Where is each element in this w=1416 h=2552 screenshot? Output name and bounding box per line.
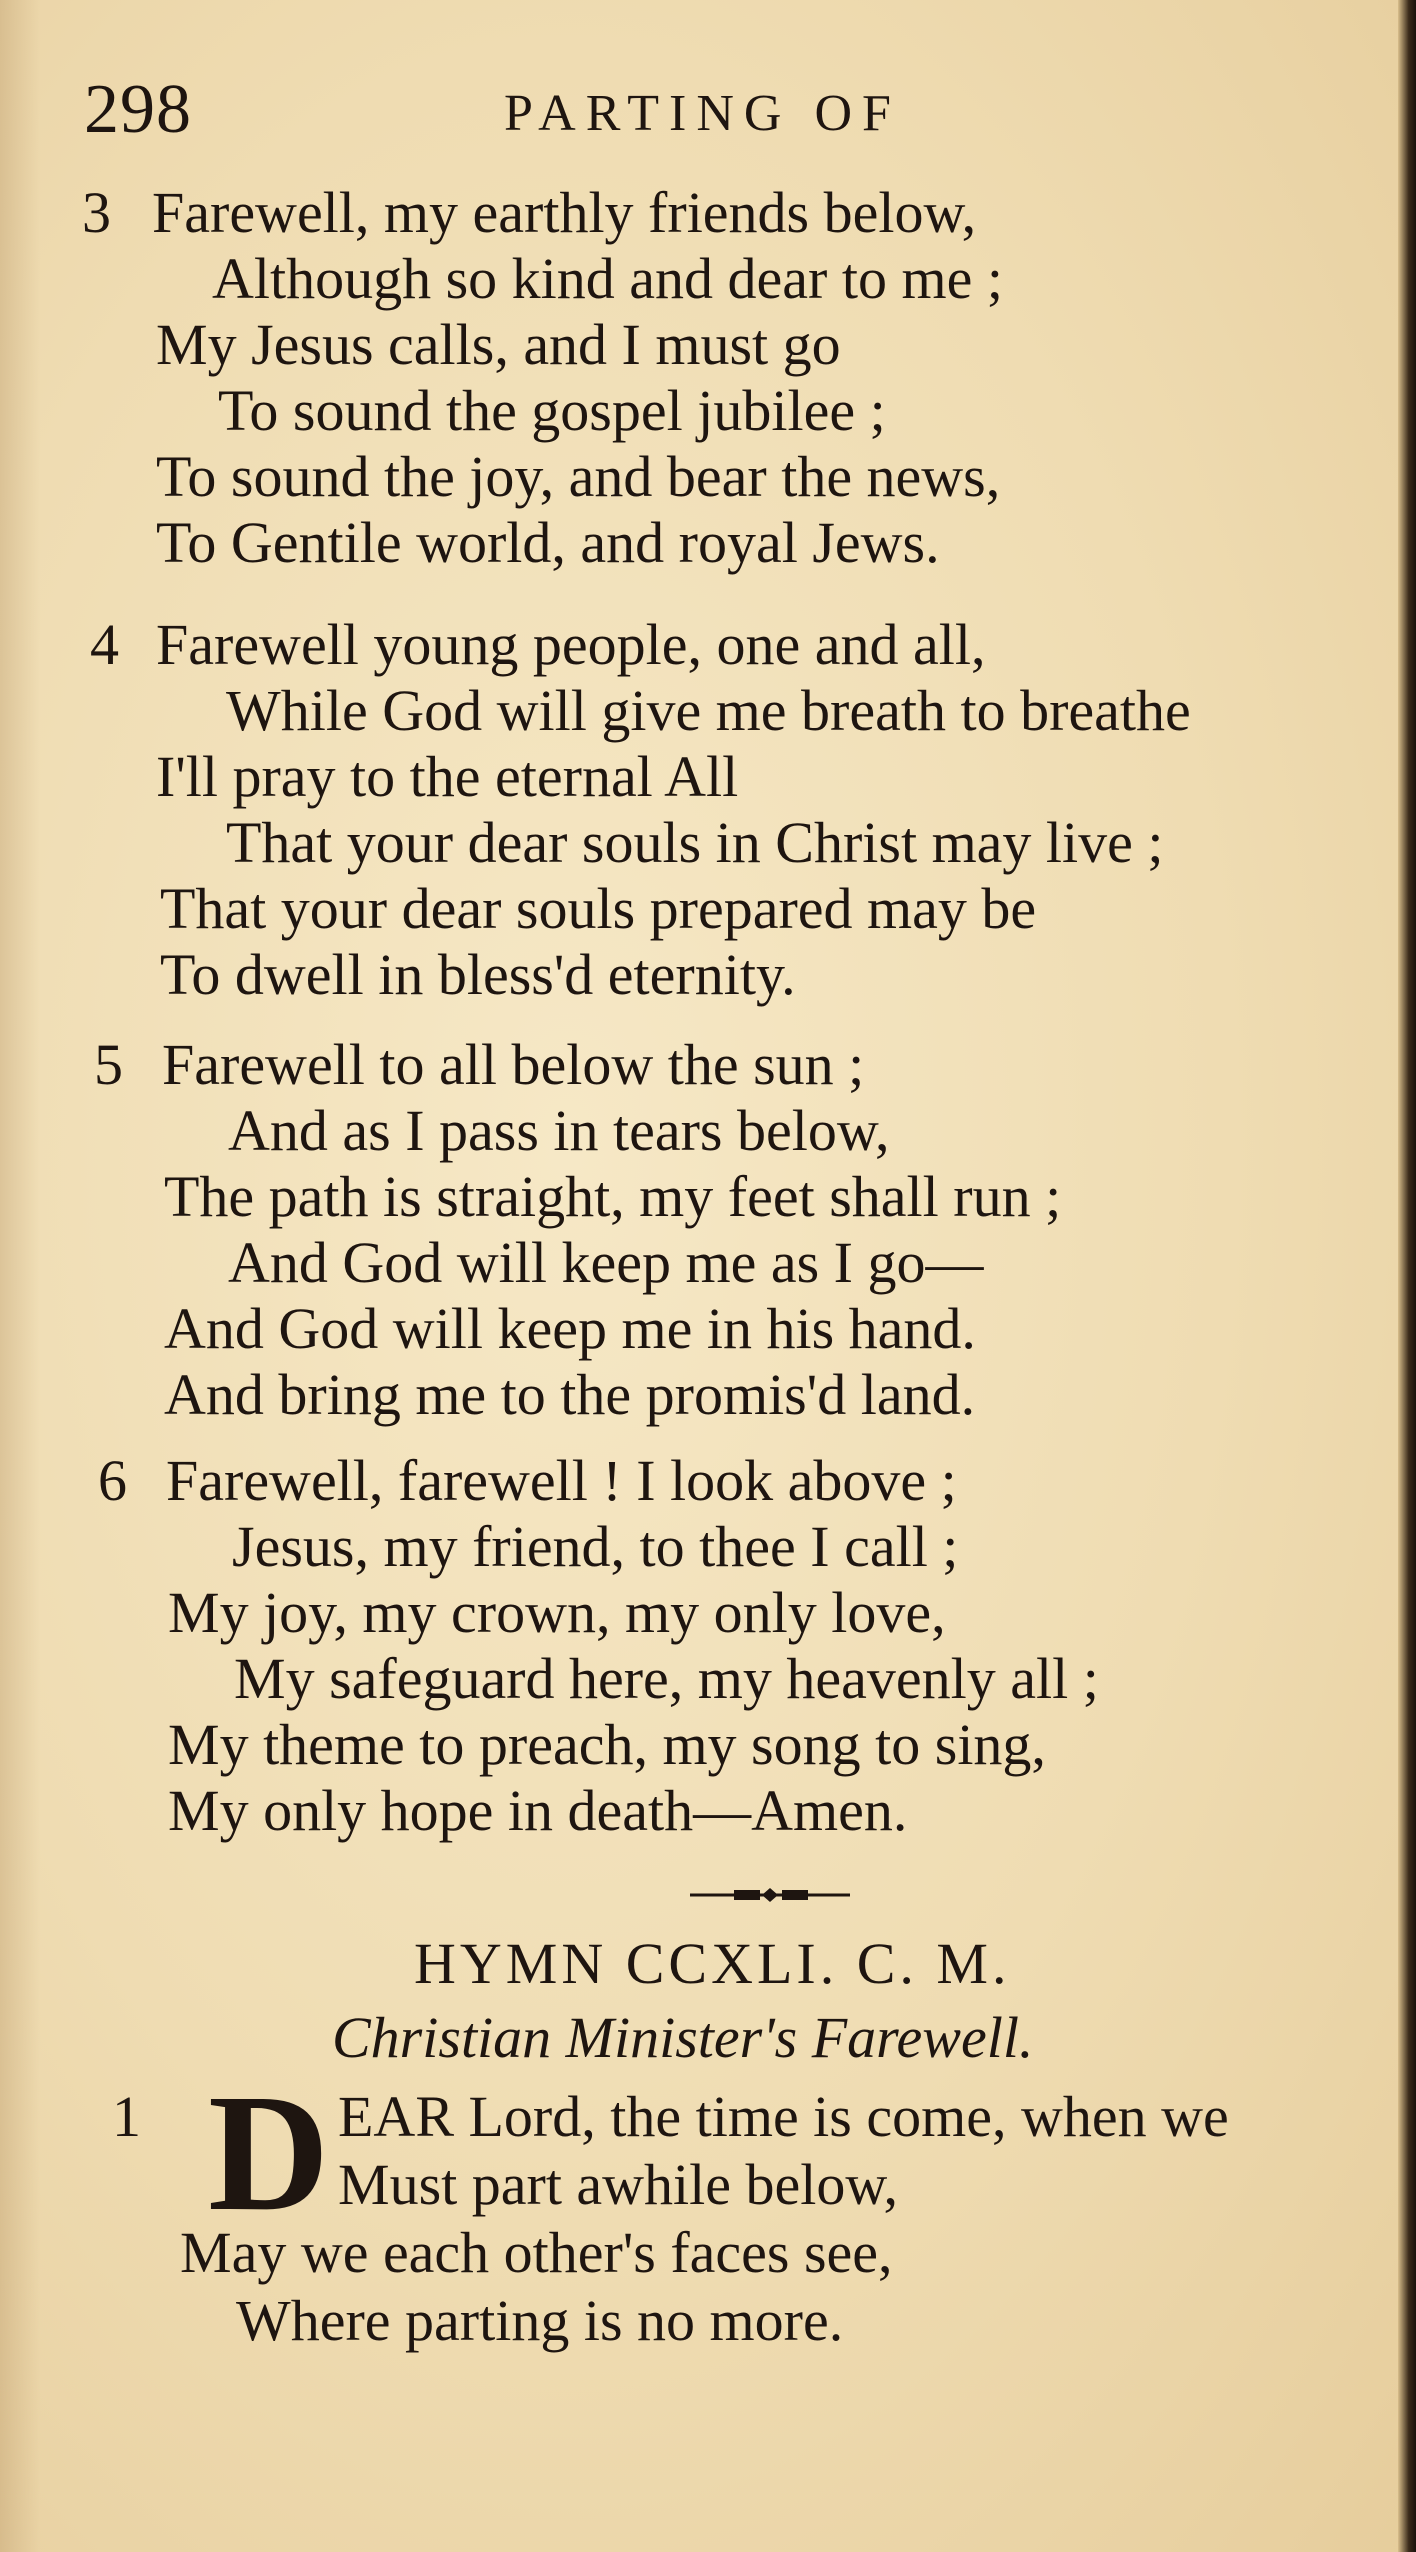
page-edge	[1398, 0, 1416, 2552]
ornament-rule	[690, 1888, 850, 1902]
verse-line: My Jesus calls, and I must go	[156, 312, 841, 377]
verse-line: My safeguard here, my heavenly all ;	[234, 1646, 1099, 1711]
verse-line: May we each other's faces see,	[180, 2220, 893, 2285]
stanza-number: 3	[82, 180, 111, 245]
verse-line: Must part awhile below,	[338, 2152, 899, 2217]
verse-line: Farewell young people, one and all,	[156, 612, 986, 677]
drop-cap: D	[208, 2060, 330, 2246]
verse-line: That your dear souls in Christ may live ;	[226, 810, 1164, 875]
verse-line: EAR Lord, the time is come, when we	[338, 2084, 1229, 2149]
verse-line: Farewell, my earthly friends below,	[152, 180, 977, 245]
verse-line: To sound the gospel jubilee ;	[218, 378, 886, 443]
verse-line: While God will give me breath to breathe	[226, 678, 1191, 743]
verse-line: Although so kind and dear to me ;	[212, 246, 1003, 311]
spine-shadow	[0, 0, 40, 2552]
stanza-number: 6	[98, 1448, 127, 1513]
verse-line: Where parting is no more.	[236, 2288, 844, 2353]
page-header	[84, 70, 1284, 160]
verse-line: And God will keep me in his hand.	[164, 1296, 976, 1361]
verse-line: My joy, my crown, my only love,	[168, 1580, 946, 1645]
verse-line: And God will keep me as I go—	[228, 1230, 984, 1295]
verse-line: And bring me to the promis'd land.	[164, 1362, 976, 1427]
verse-line: My theme to preach, my song to sing,	[168, 1712, 1046, 1777]
stanza-number: 1	[112, 2084, 141, 2149]
hymn-title: HYMN CCXLI. C. M.	[414, 1931, 1011, 1996]
verse-line: To sound the joy, and bear the news,	[156, 444, 1001, 509]
verse-line: That your dear souls prepared may be	[160, 876, 1037, 941]
hymn-subtitle: Christian Minister's Farewell.	[332, 2005, 1034, 2070]
verse-line: The path is straight, my feet shall run ;	[164, 1164, 1062, 1229]
verse-line: I'll pray to the eternal All	[156, 744, 739, 809]
stanza-number: 4	[90, 612, 119, 677]
verse-line: To dwell in bless'd eternity.	[160, 942, 796, 1007]
verse-line: Jesus, my friend, to thee I call ;	[232, 1514, 959, 1579]
stanza-number: 5	[94, 1032, 123, 1097]
page-number: 298	[84, 71, 192, 148]
verse-line: Farewell to all below the sun ;	[162, 1032, 865, 1097]
verse-line: My only hope in death—Amen.	[168, 1778, 908, 1843]
verse-line: And as I pass in tears below,	[228, 1098, 890, 1163]
verse-line: Farewell, farewell ! I look above ;	[166, 1448, 957, 1513]
running-head: PARTING OF	[504, 85, 901, 142]
verse-line: To Gentile world, and royal Jews.	[156, 510, 940, 575]
